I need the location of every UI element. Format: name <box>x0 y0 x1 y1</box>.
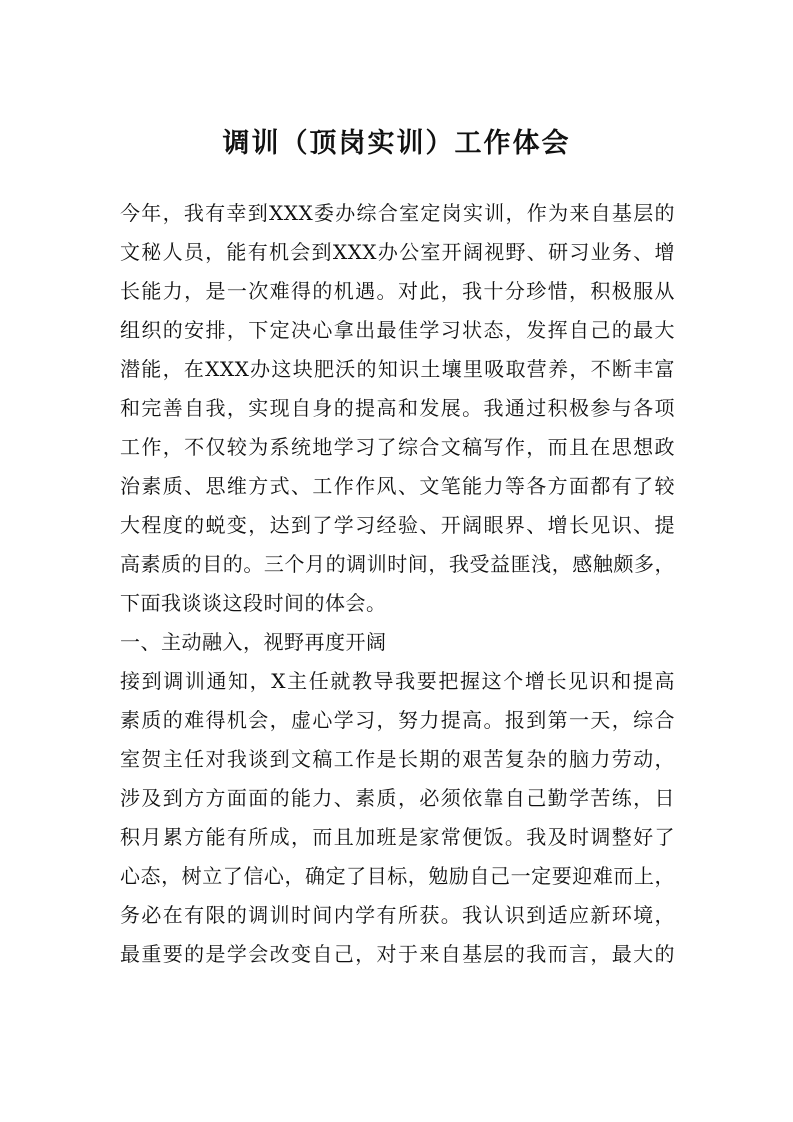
text-line: 涉及到方方面面的能力、素质，必须依靠自己勤学苦练，日 <box>120 786 675 810</box>
text-line: 和完善自我，实现自身的提高和发展。我通过积极参与各项 <box>120 396 675 420</box>
document-title: 调训（顶岗实训）工作体会 <box>222 128 571 159</box>
text-line: 大程度的蜕变，达到了学习经验、开阔眼界、增长见识、提 <box>120 513 675 537</box>
text-line: 素质的难得机会，虚心学习，努力提高。报到第一天，综合 <box>120 708 675 732</box>
text-line: 今年，我有幸到XXX委办综合室定岗实训，作为来自基层的 <box>120 201 675 225</box>
document-body <box>120 194 675 974</box>
text-line: 务必在有限的调训时间内学有所获。我认识到适应新环境， <box>120 903 675 927</box>
text-line: 治素质、思维方式、工作作风、文笔能力等各方面都有了较 <box>120 474 675 498</box>
text-line: 心态，树立了信心，确定了目标，勉励自己一定要迎难而上， <box>120 864 675 888</box>
text-line: 最重要的是学会改变自己，对于来自基层的我而言，最大的 <box>120 942 675 966</box>
text-line: 接到调训通知，X主任就教导我要把握这个增长见识和提高 <box>120 669 675 693</box>
text-line: 工作，不仅较为系统地学习了综合文稿写作，而且在思想政 <box>120 435 675 459</box>
text-line: 潜能，在XXX办这块肥沃的知识土壤里吸取营养，不断丰富 <box>120 357 675 381</box>
paragraph-section1 <box>120 662 675 974</box>
text-line: 长能力，是一次难得的机遇。对此，我十分珍惜，积极服从 <box>120 279 675 303</box>
paragraph-intro <box>120 194 675 623</box>
text-line: 组织的安排，下定决心拿出最佳学习状态，发挥自己的最大 <box>120 318 675 342</box>
text-line: 高素质的目的。三个月的调训时间，我受益匪浅，感触颇多， <box>120 552 675 576</box>
section-heading: 一、主动融入，视野再度开阔 <box>120 630 387 654</box>
text-line: 室贺主任对我谈到文稿工作是长期的艰苦复杂的脑力劳动， <box>120 747 675 771</box>
text-line: 下面我谈谈这段时间的体会。 <box>120 591 387 615</box>
text-line: 积月累方能有所成，而且加班是家常便饭。我及时调整好了 <box>120 825 675 849</box>
text-line: 文秘人员，能有机会到XXX办公室开阔视野、研习业务、增 <box>120 240 675 264</box>
